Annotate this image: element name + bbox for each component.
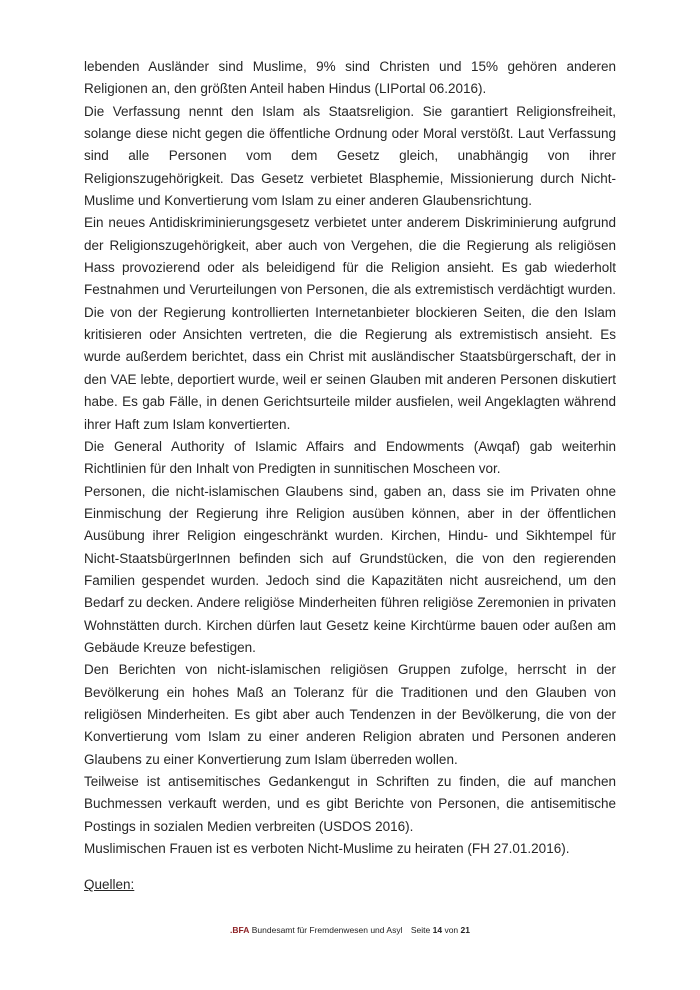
of-label: von	[444, 925, 459, 935]
page-indicator-label: Seite	[410, 925, 431, 935]
office-name: Bundesamt für Fremdenwesen und Asyl	[251, 925, 403, 935]
sources-heading	[84, 874, 616, 896]
paragraph: Personen, die nicht-islamischen Glaubens sind, gaben an, dass sie im Privaten ohne Einmischung der Regierung ihre Religion ausüben können, aber in der öffentlichen Ausübung ihrer Religion eingeschränkt wurden. Kirchen, Hindu- und Sikhtempel für Nicht-StaatsbürgerInnen befinden sich auf Grundstücken, die von den regierenden Familien gespendet wurden. Jedoch sind die Kapazitäten nicht ausreichend, um den Bedarf zu decken. Andere religiöse Minderheiten führen religiöse Zeremonien in privaten Wohnstätten durch. Kirchen dürfen laut Gesetz keine Kirchtürme bauen oder außen am Gebäude Kreuze befestigen.	[84, 483, 616, 655]
paragraph: lebenden Ausländer sind Muslime, 9% sind Christen und 15% gehören anderen Religionen an, den größten Anteil haben Hindus (LIPortal 06.2016).	[84, 59, 616, 97]
sources-heading-label: Quellen:	[84, 877, 135, 893]
paragraph: Teilweise ist antisemitisches Gedankengut in Schriften zu finden, die auf manchen Buchmessen verkauft werden, und es gibt Berichte von Personen, die antisemitische Postings in sozialen Medien verbreiten (USDOS 2016).	[84, 774, 616, 834]
bfa-logo: .BFA	[230, 925, 250, 935]
paragraph: Die General Authority of Islamic Affairs and Endowments (Awqaf) gab weiterhin Richtlinien für den Inhalt von Predigten in sunnitischen Moscheen vor.	[84, 438, 616, 477]
paragraph: Den Berichten von nicht-islamischen religiösen Gruppen zufolge, herrscht in der Bevölkerung ein hohes Maß an Toleranz für die Traditionen und den Glauben von religiösen Minderheiten. Es gibt aber auch Tendenzen in der Bevölkerung, die von der Konvertierung vom Islam zu einer anderen Religion abraten und Personen anderen Glaubens zu einer Konvertierung zum Islam überreden wollen.	[84, 662, 616, 767]
page-body	[84, 56, 616, 897]
page-number: 14	[432, 925, 443, 935]
paragraph: Muslimischen Frauen ist es verboten Nicht-Muslime zu heiraten (FH 27.01.2016).	[84, 841, 570, 857]
page-footer	[0, 924, 700, 936]
paragraph: Ein neues Antidiskriminierungsgesetz verbietet unter anderem Diskriminierung aufgrund der Religionszugehörigkeit, aber auch von Vergehen, die die Regierung als religiösen Hass provozierend oder als beleidigend für die Religion ansieht. Es gab wiederholt Festnahmen und Verurteilungen von Personen, die als extremistisch verdächtigt wurden. Die von der Regierung kontrollierten Internetanbieter blockieren Seiten, die den Islam kritisieren oder Ansichten vertreten, die die Regierung als extremistisch ansieht. Es wurde außerdem berichtet, dass ein Christ mit ausländischer Staatsbürgerschaft, der in den VAE lebte, deportiert wurde, weil er seinen Glauben mit anderen Personen diskutiert habe. Es gab Fälle, in denen Gerichtsurteile milder ausfielen, weil Angeklagten während ihrer Haft zum Islam konvertierten.	[84, 215, 616, 432]
total-pages: 21	[460, 925, 470, 935]
paragraph: Die Verfassung nennt den Islam als Staatsreligion. Sie garantiert Religionsfreiheit, solange diese nicht gegen die öffentliche Ordnung oder Moral verstößt. Laut Verfassung sind alle Personen vom dem Gesetz gleich, unabhängig von ihrer Religionszugehörigkeit. Das Gesetz verbietet Blasphemie, Missionierung durch Nicht-Muslime und Konvertierung vom Islam zu einer anderen Glaubensrichtung.	[84, 103, 616, 209]
